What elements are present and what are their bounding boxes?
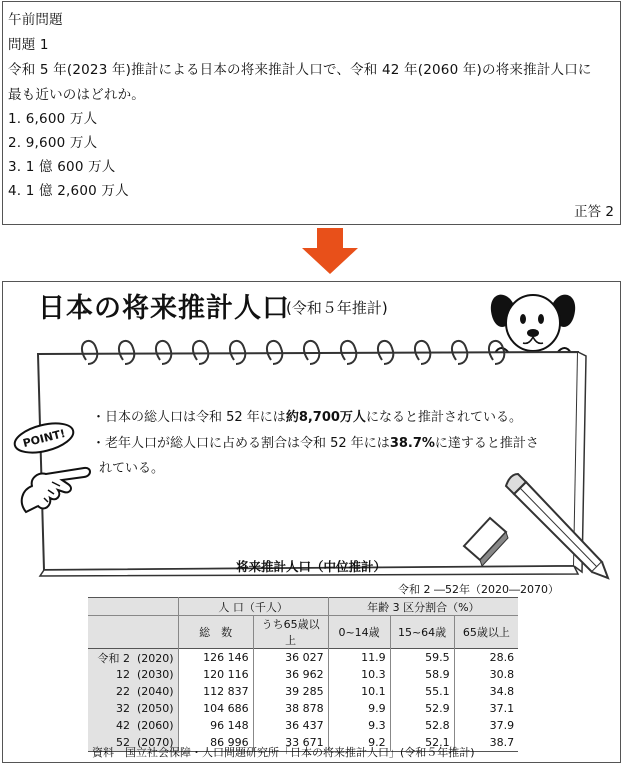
- correct-answer: 正答 2: [574, 204, 614, 220]
- table-row: 12 (2030) 120 116 36 962 10.3 58.9 30.8: [88, 666, 518, 683]
- table-title: 将来推計人口（中位推計）: [236, 559, 387, 574]
- question-text-line2: 最も近いのはどれか。: [8, 87, 145, 103]
- option-2: 2. 9,600 万人: [8, 135, 98, 151]
- header-0-14: 0~14歳: [328, 616, 390, 649]
- header-15-64: 15~64歳: [390, 616, 454, 649]
- pointing-hand-icon: [8, 420, 98, 520]
- table-row: 32 (2050) 104 686 38 878 9.9 52.9 37.1: [88, 700, 518, 717]
- table-row: 42 (2060) 96 148 36 437 9.3 52.8 37.9: [88, 717, 518, 734]
- bullet-elderly-ratio: ・老年人口が総人口に占める割合は令和 52 年には38.7%に達すると推計さ: [92, 436, 539, 451]
- table-corner-2: [88, 616, 178, 649]
- panel-title: 日本の将来推計人口: [38, 293, 290, 324]
- bullet-population: ・日本の総人口は令和 52 年には約8,700万人になると推計されている。: [92, 410, 522, 425]
- down-arrow-icon: [302, 228, 358, 274]
- table-corner: [88, 598, 178, 616]
- header-over65: うち65歳以上: [253, 616, 328, 649]
- table-row: 令和 2 (2020) 126 146 36 027 11.9 59.5 28.6: [88, 649, 518, 667]
- table-range: 令和 2 ―52年（2020―2070）: [398, 583, 559, 596]
- table-row: 22 (2040) 112 837 39 285 10.1 55.1 34.8: [88, 683, 518, 700]
- bullet-elderly-ratio-cont: れている。: [99, 461, 165, 476]
- question-header: 午前問題: [8, 12, 63, 28]
- header-age-share: 年齢 3 区分割合（%）: [328, 598, 518, 616]
- point-label: POINT!: [21, 426, 67, 451]
- population-table: [88, 597, 518, 752]
- option-3: 3. 1 億 600 万人: [8, 159, 116, 175]
- question-number: 問題 1: [8, 37, 49, 53]
- panel-subtitle: (令和５年推計): [286, 299, 388, 317]
- option-1: 1. 6,600 万人: [8, 111, 98, 127]
- header-65plus: 65歳以上: [454, 616, 518, 649]
- option-4: 4. 1 億 2,600 万人: [8, 183, 129, 199]
- table-source: 資料 国立社会保障・人口問題研究所「日本の将来推計人口」(令和５年推計): [92, 746, 475, 759]
- table-row: 52 (2070) 86 996 33 671 9.2 52.1 38.7: [88, 734, 518, 752]
- header-total: 総 数: [178, 616, 253, 649]
- header-population: 人 口（千人）: [178, 598, 328, 616]
- question-text-line1: 令和 5 年(2023 年)推計による日本の将来推計人口で、令和 42 年(2060 年)の将来推計人口に: [8, 62, 592, 78]
